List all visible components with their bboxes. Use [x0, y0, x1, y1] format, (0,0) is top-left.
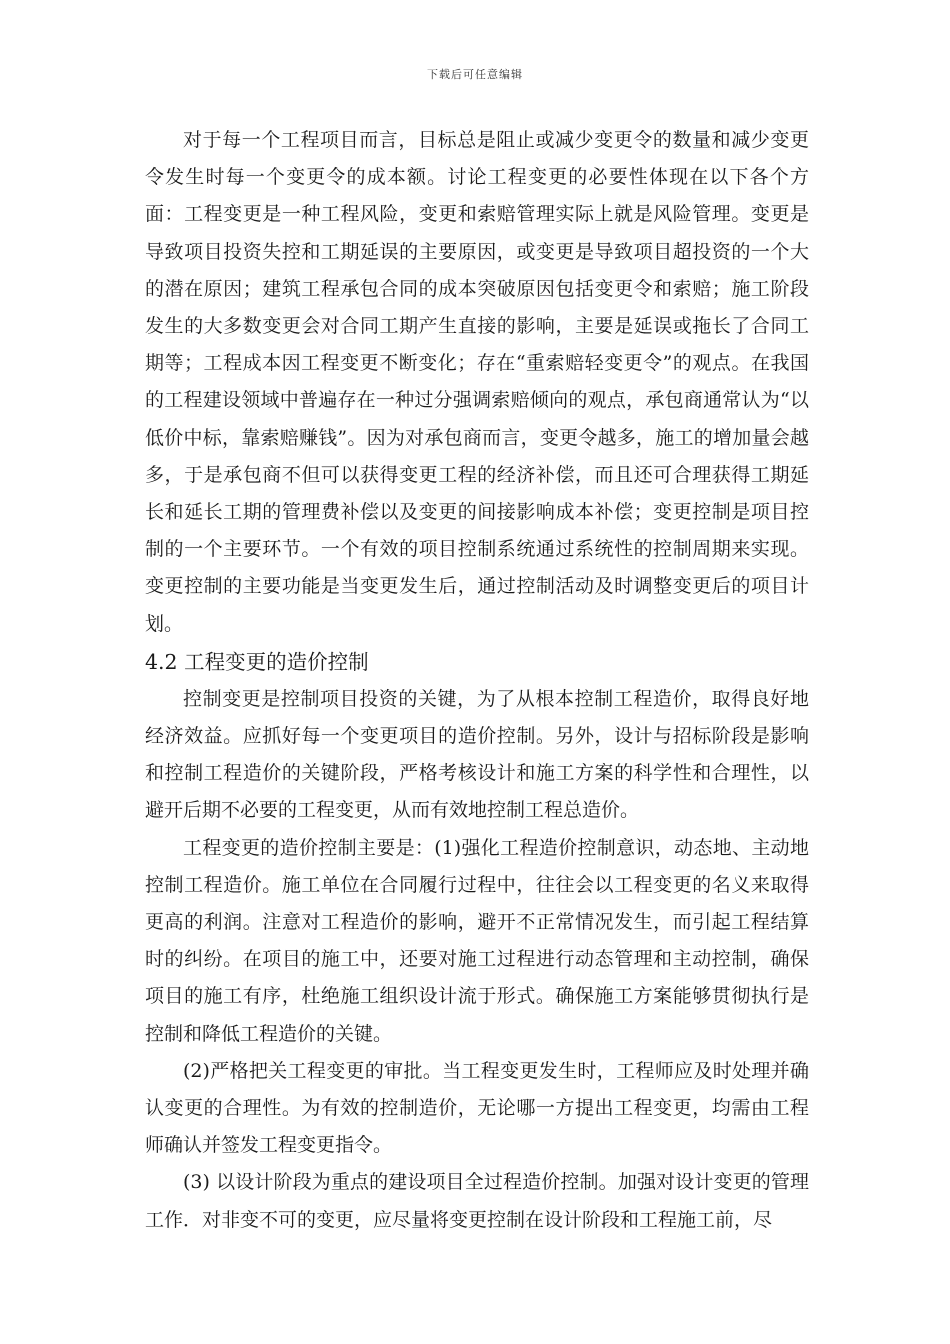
paragraph-cost-control-point-3: (3) 以设计阶段为重点的建设项目全过程造价控制。加强对设计变更的管理工作．对非变不可的变更，应尽量将变更控制在设计阶段和工程施工前，尽 [145, 1171, 809, 1231]
section-heading-4-2: 4.2 工程变更的造价控制 [145, 649, 369, 674]
document-body [145, 122, 809, 1239]
paragraph-cost-control-point-1: 工程变更的造价控制主要是：(1)强化工程造价控制意识，动态地、主动地控制工程造价。施工单位在合同履行过程中，往往会以工程变更的名义来取得更高的利润。注意对工程造价的影响，避开不正常情况发生，而引起工程结算时的纠纷。在项目的施工中，还要对施工过程进行动态管理和主动控制，确保项目的施工有序，杜绝施工组织设计流于形式。确保施工方案能够贯彻执行是控制和降低工程造价的关键。 [145, 836, 809, 1045]
page-header-note: 下载后可任意编辑 [427, 68, 523, 81]
paragraph-cost-control-point-2: (2)严格把关工程变更的审批。当工程变更发生时，工程师应及时处理并确认变更的合理性。为有效的控制造价，无论哪一方提出工程变更，均需由工程师确认并签发工程变更指令。 [145, 1059, 809, 1157]
paragraph-change-control-key: 控制变更是控制项目投资的关键，为了从根本控制工程造价，取得良好地经济效益。应抓好每一个变更项目的造价控制。另外，设计与招标阶段是影响和控制工程造价的关键阶段，严格考核设计和施工方案的科学性和合理性，以避开后期不必要的工程变更，从而有效地控制工程总造价。 [145, 687, 809, 822]
paragraph-change-necessity: 对于每一个工程项目而言，目标总是阻止或减少变更令的数量和减少变更令发生时每一个变更令的成本额。讨论工程变更的必要性体现在以下各个方面：工程变更是一种工程风险，变更和索赔管理实际上就是风险管理。变更是导致项目投资失控和工期延误的主要原因，或变更是导致项目超投资的一个大的潜在原因；建筑工程承包合同的成本突破原因包括变更令和索赔；施工阶段发生的大多数变更会对合同工期产生直接的影响，主要是延误或拖长了合同工期等；工程成本因工程变更不断变化；存在“重索赔轻变更令”的观点。在我国的工程建设领域中普遍存在一种过分强调索赔倾向的观点，承包商通常认为“以低价中标，靠索赔赚钱”。因为对承包商而言，变更令越多，施工的增加量会越多，于是承包商不但可以获得变更工程的经济补偿，而且还可合理获得工期延长和延长工期的管理费补偿以及变更的间接影响成本补偿；变更控制是项目控制的一个主要环节。一个有效的项目控制系统通过系统性的控制周期来实现。变更控制的主要功能是当变更发生后，通过控制活动及时调整变更后的项目计划。 [145, 129, 809, 635]
